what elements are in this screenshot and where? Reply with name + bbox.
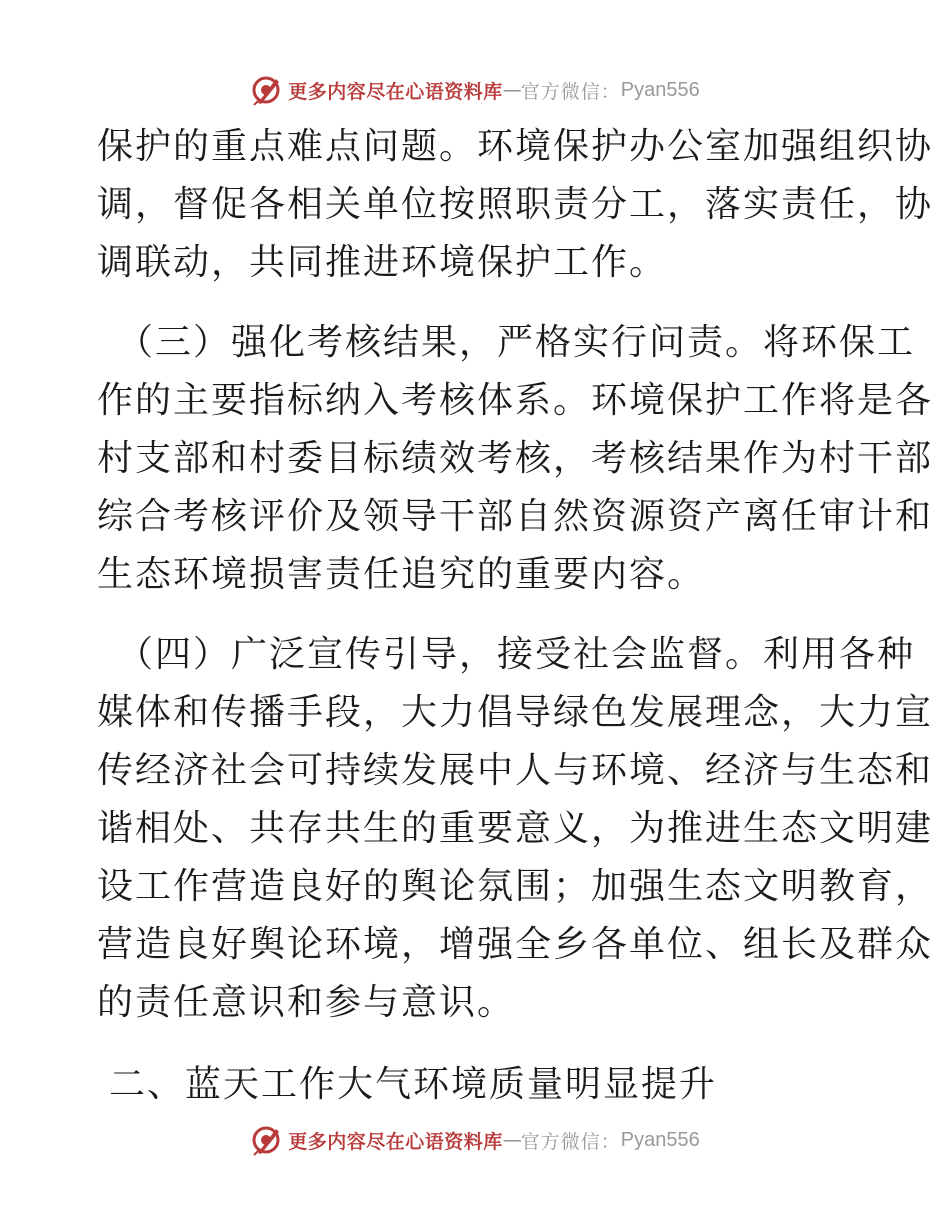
text-line: 的责任意识和参与意识。 <box>97 982 516 1023</box>
watermark-wechat-label: 官方微信： <box>520 1130 621 1153</box>
section-heading: 二、蓝天工作大气环境质量明显提升 <box>109 1064 718 1105</box>
paragraph-continuation <box>97 118 934 292</box>
document-body <box>97 118 934 1114</box>
text-line: 村支部和村委目标绩效考核，考核结果作为村干部 <box>97 438 934 479</box>
text-line: 设工作营造良好的舆论氛围；加强生态文明教育， <box>97 866 934 907</box>
text-line: 营造良好舆论环境，增强全乡各单位、组长及群众 <box>97 924 934 965</box>
quill-logo-icon <box>250 73 284 107</box>
text-line: 调，督促各相关单位按照职责分工，落实责任，协 <box>97 184 934 225</box>
footer-watermark <box>0 1120 950 1160</box>
text-line: 保护的重点难点问题。环境保护办公室加强组织协 <box>97 126 934 167</box>
text-line: 调联动，共同推进环境保护工作。 <box>97 242 668 283</box>
paragraph-section-three <box>97 314 934 604</box>
text-line: （四）广泛宣传引导，接受社会监督。利用各种 <box>117 634 916 675</box>
watermark-site-name: 更多内容尽在心语资料库 <box>288 80 503 103</box>
text-line: 综合考核评价及领导干部自然资源资产离任审计和 <box>97 496 934 537</box>
text-line: 传经济社会可持续发展中人与环境、经济与生态和 <box>97 750 934 791</box>
watermark-separator: — <box>502 1129 521 1151</box>
watermark-separator: — <box>502 79 521 101</box>
watermark-wechat-id: Pyan556 <box>620 78 700 101</box>
text-line: 作的主要指标纳入考核体系。环境保护工作将是各 <box>97 380 934 421</box>
text-line: 谐相处、共存共生的重要意义，为推进生态文明建 <box>97 808 934 849</box>
text-line: 生态环境损害责任追究的重要内容。 <box>97 554 706 595</box>
watermark-wechat-label: 官方微信： <box>520 80 621 103</box>
text-line: （三）强化考核结果，严格实行问责。将环保工 <box>117 322 916 363</box>
header-watermark <box>0 70 950 110</box>
watermark-site-name: 更多内容尽在心语资料库 <box>288 1130 503 1153</box>
text-line: 媒体和传播手段，大力倡导绿色发展理念，大力宣 <box>97 692 934 733</box>
paragraph-section-four <box>97 626 934 1032</box>
quill-logo-icon <box>250 1123 284 1157</box>
watermark-wechat-id: Pyan556 <box>620 1128 700 1151</box>
